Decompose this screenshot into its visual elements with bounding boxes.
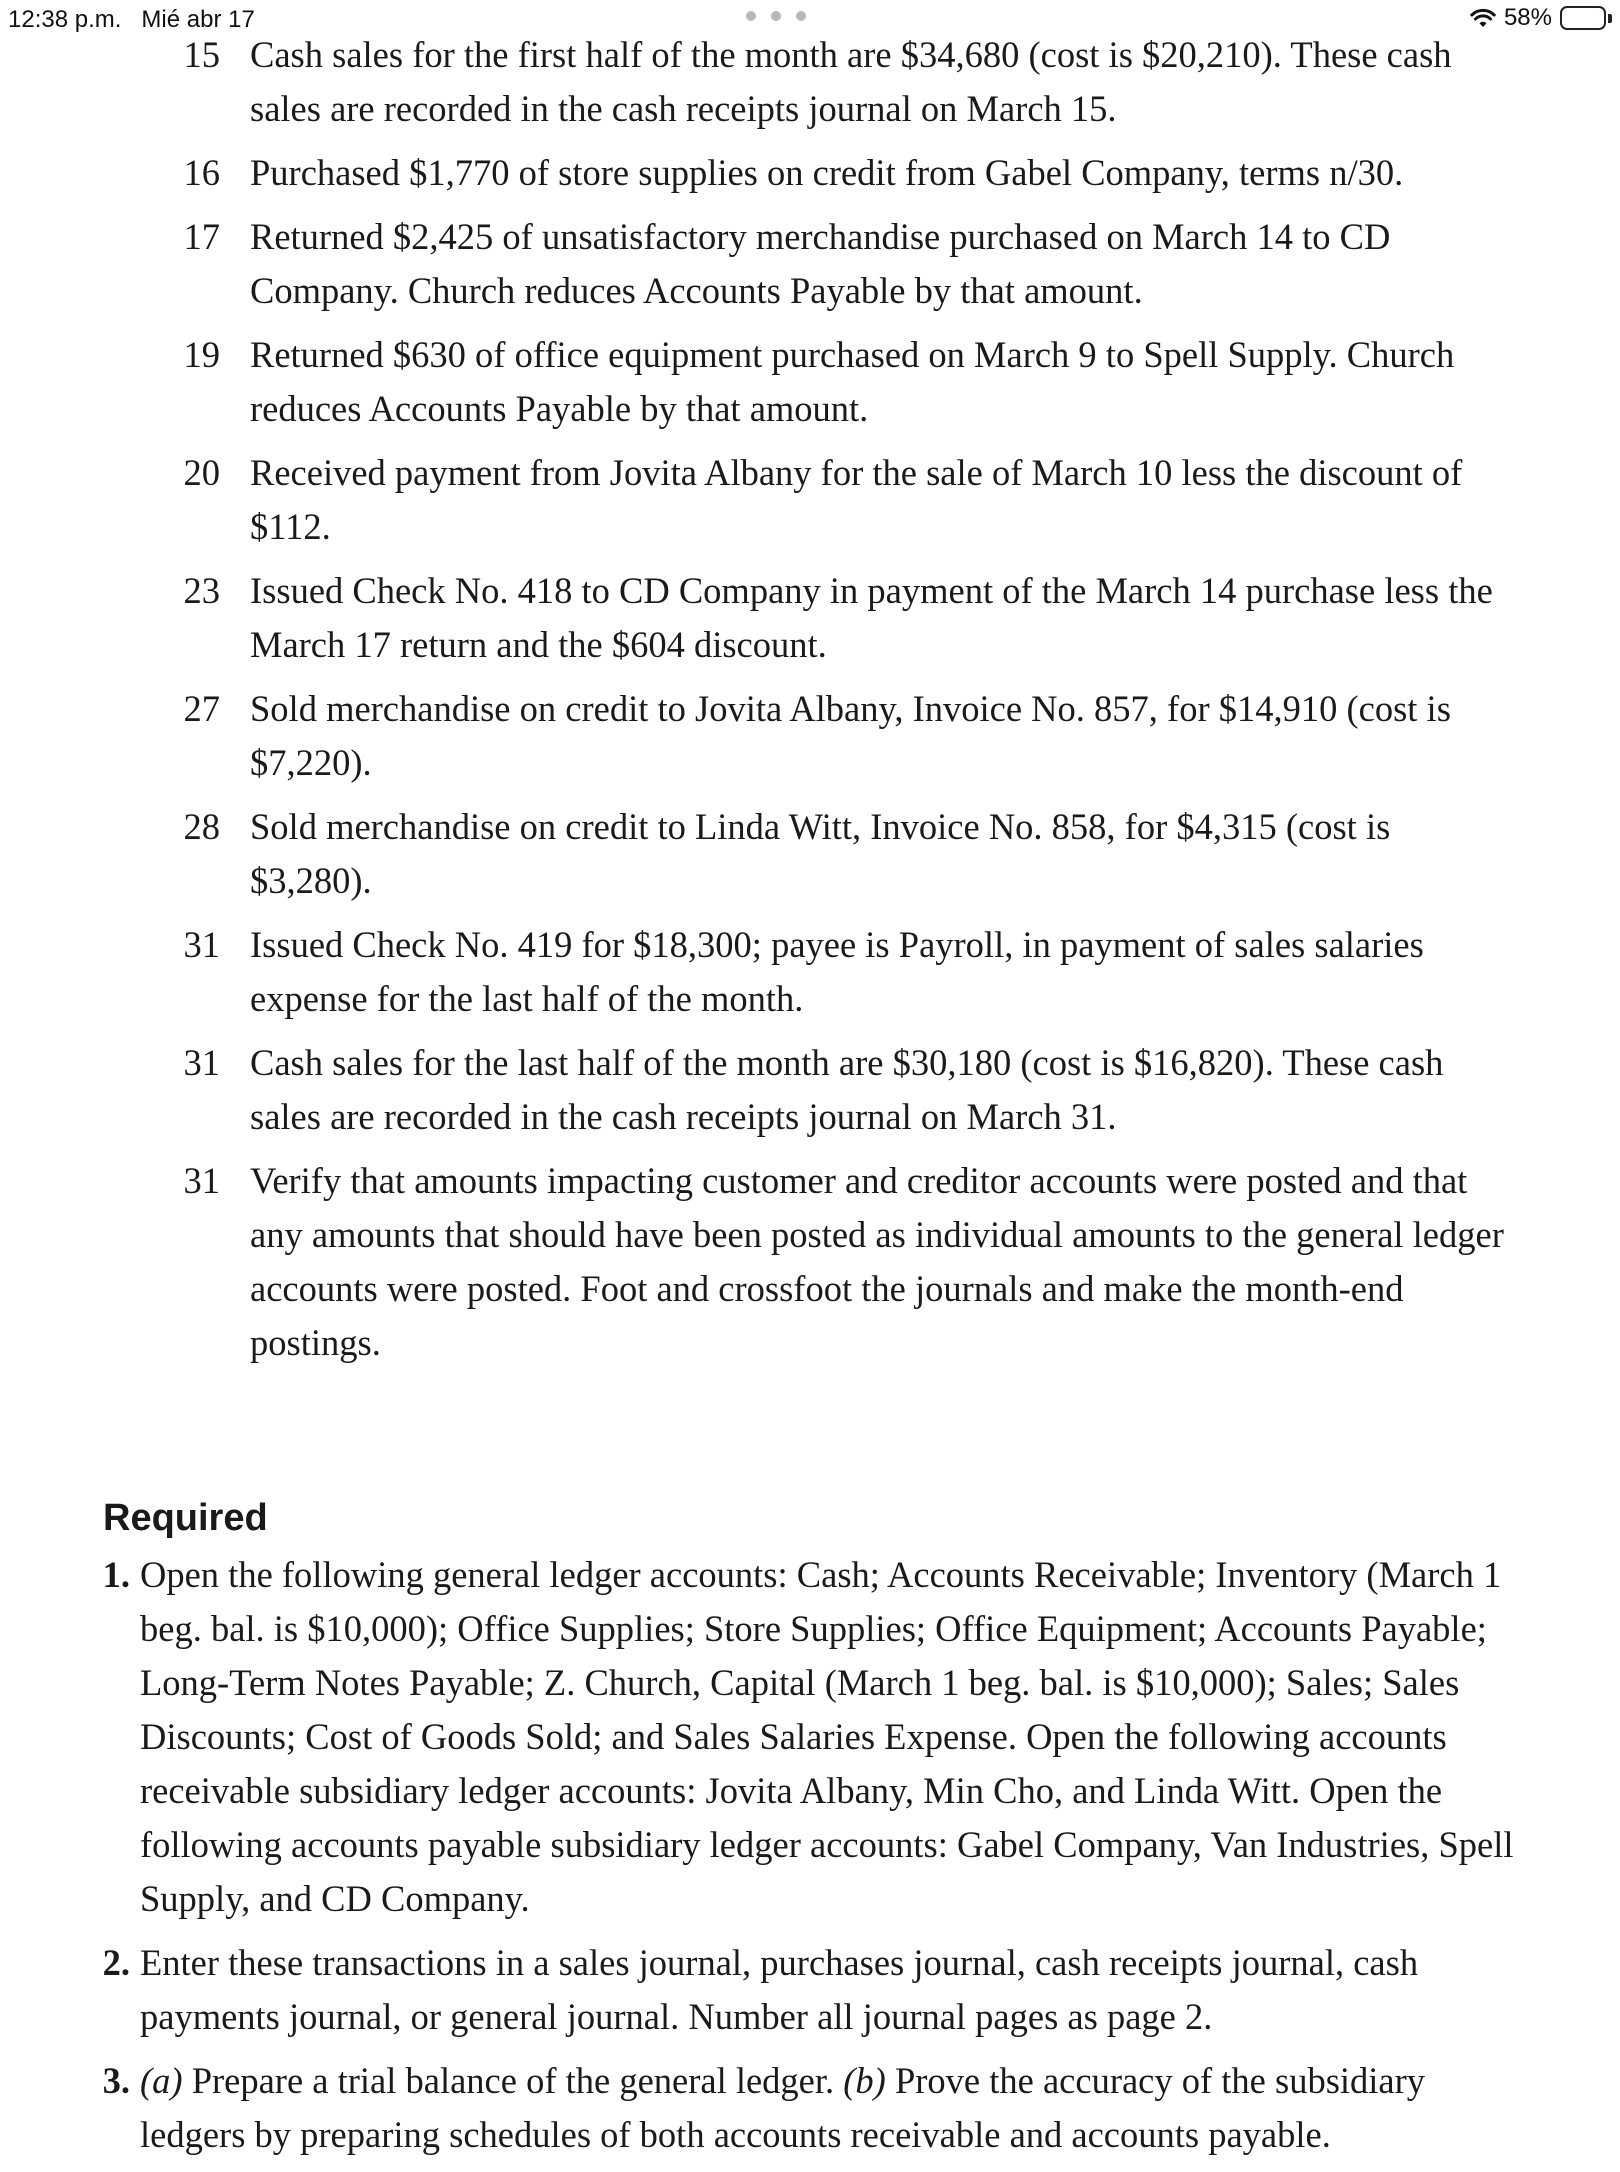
transaction-day: 23 xyxy=(183,570,220,611)
transaction-entry xyxy=(0,918,1620,1026)
transaction-day: 19 xyxy=(183,334,220,375)
part-a-label: (a) xyxy=(140,2060,183,2101)
part-b-label: (b) xyxy=(843,2060,886,2101)
required-item-number: 1. xyxy=(102,1554,130,1595)
transaction-entry xyxy=(0,328,1620,436)
transaction-text: Verify that amounts impacting customer and creditor accounts were posted and that any amounts that should have been posted as individual amounts to the general ledger accounts were posted. Foot and crossfoot the journals and make the month-end postings. xyxy=(250,1160,1504,1363)
transaction-day: 16 xyxy=(183,152,220,193)
transaction-day: 31 xyxy=(183,1160,220,1201)
multitasking-dots-icon[interactable] xyxy=(746,4,806,28)
transaction-text: Issued Check No. 418 to CD Company in payment of the March 14 purchase less the March 17 return and the $604 discount. xyxy=(250,570,1493,665)
transaction-entry xyxy=(0,210,1620,318)
required-item-text xyxy=(140,2054,1520,2162)
transaction-day: 31 xyxy=(183,924,220,965)
required-item xyxy=(0,1548,1620,1926)
required-list xyxy=(0,1548,1620,2172)
transaction-entry xyxy=(0,1036,1620,1144)
transaction-day: 28 xyxy=(183,806,220,847)
transaction-text: Purchased $1,770 of store supplies on credit from Gabel Company, terms n/30. xyxy=(250,152,1404,193)
transaction-day: 17 xyxy=(183,216,220,257)
status-time: 12:38 p.m. xyxy=(8,6,122,33)
required-heading: Required xyxy=(103,1497,268,1539)
battery-icon xyxy=(1560,6,1612,30)
transaction-day: 20 xyxy=(183,452,220,493)
transaction-text: Cash sales for the last half of the month are $30,180 (cost is $16,820). These cash sales are recorded in the cash receipts journal on March 31. xyxy=(250,1042,1444,1137)
transaction-text: Issued Check No. 419 for $18,300; payee is Payroll, in payment of sales salaries expense for the last half of the month. xyxy=(250,924,1424,1019)
transaction-entry xyxy=(0,28,1620,136)
battery-percent: 58% xyxy=(1503,4,1552,31)
part-b-text: Prove the accuracy of the subsidiary ledgers by preparing schedules of both accounts receivable and accounts payable. xyxy=(140,2060,1426,2155)
status-date: Mié abr 17 xyxy=(141,6,255,33)
transaction-entry xyxy=(0,800,1620,908)
transaction-text: Cash sales for the first half of the month are $34,680 (cost is $20,210). These cash sales are recorded in the cash receipts journal on March 15. xyxy=(250,34,1452,129)
transaction-day: 27 xyxy=(183,688,220,729)
part-a-text: Prepare a trial balance of the general ledger. xyxy=(182,2060,844,2101)
transaction-text: Received payment from Jovita Albany for the sale of March 10 less the discount of $112. xyxy=(250,452,1463,547)
transaction-entry xyxy=(0,564,1620,672)
transaction-text: Sold merchandise on credit to Linda Witt, Invoice No. 858, for $4,315 (cost is $3,280). xyxy=(250,806,1391,901)
wifi-icon xyxy=(1470,8,1496,28)
required-item xyxy=(0,1936,1620,2044)
transaction-list xyxy=(0,28,1620,1380)
transaction-text: Returned $2,425 of unsatisfactory merchandise purchased on March 14 to CD Company. Church reduces Accounts Payable by that amount. xyxy=(250,216,1391,311)
transaction-entry xyxy=(0,446,1620,554)
required-item xyxy=(0,2054,1620,2162)
transaction-day: 31 xyxy=(183,1042,220,1083)
required-item-text: Enter these transactions in a sales journal, purchases journal, cash receipts journal, cash payments journal, or general journal. Number all journal pages as page 2. xyxy=(140,1942,1419,2037)
required-item-number: 3. xyxy=(102,2060,130,2101)
transaction-text: Sold merchandise on credit to Jovita Albany, Invoice No. 857, for $14,910 (cost is $7,220). xyxy=(250,688,1451,783)
transaction-entry xyxy=(0,682,1620,790)
required-item-text: Open the following general ledger accounts: Cash; Accounts Receivable; Inventory (March 1 beg. bal. is $10,000); Office Supplies; Store Supplies; Office Equipment; Accounts Payable; Long-Term Notes Payable; Z. Church, Capital (March 1 beg. bal. is $10,000); Sales; Sales Discounts; Cost of Goods Sold; and Sales Salaries Expense. Open the following accounts receivable subsidiary ledger accounts: Jovita Albany, Min Cho, and Linda Witt. Open the following accounts payable subsidiary ledger accounts: Gabel Company, Van Industries, Spell Supply, and CD Company. xyxy=(140,1554,1514,1919)
transaction-entry xyxy=(0,1154,1620,1370)
transaction-entry xyxy=(0,146,1620,200)
required-item-number: 2. xyxy=(102,1942,130,1983)
transaction-day: 15 xyxy=(183,34,220,75)
transaction-text: Returned $630 of office equipment purchased on March 9 to Spell Supply. Church reduces Accounts Payable by that amount. xyxy=(250,334,1455,429)
